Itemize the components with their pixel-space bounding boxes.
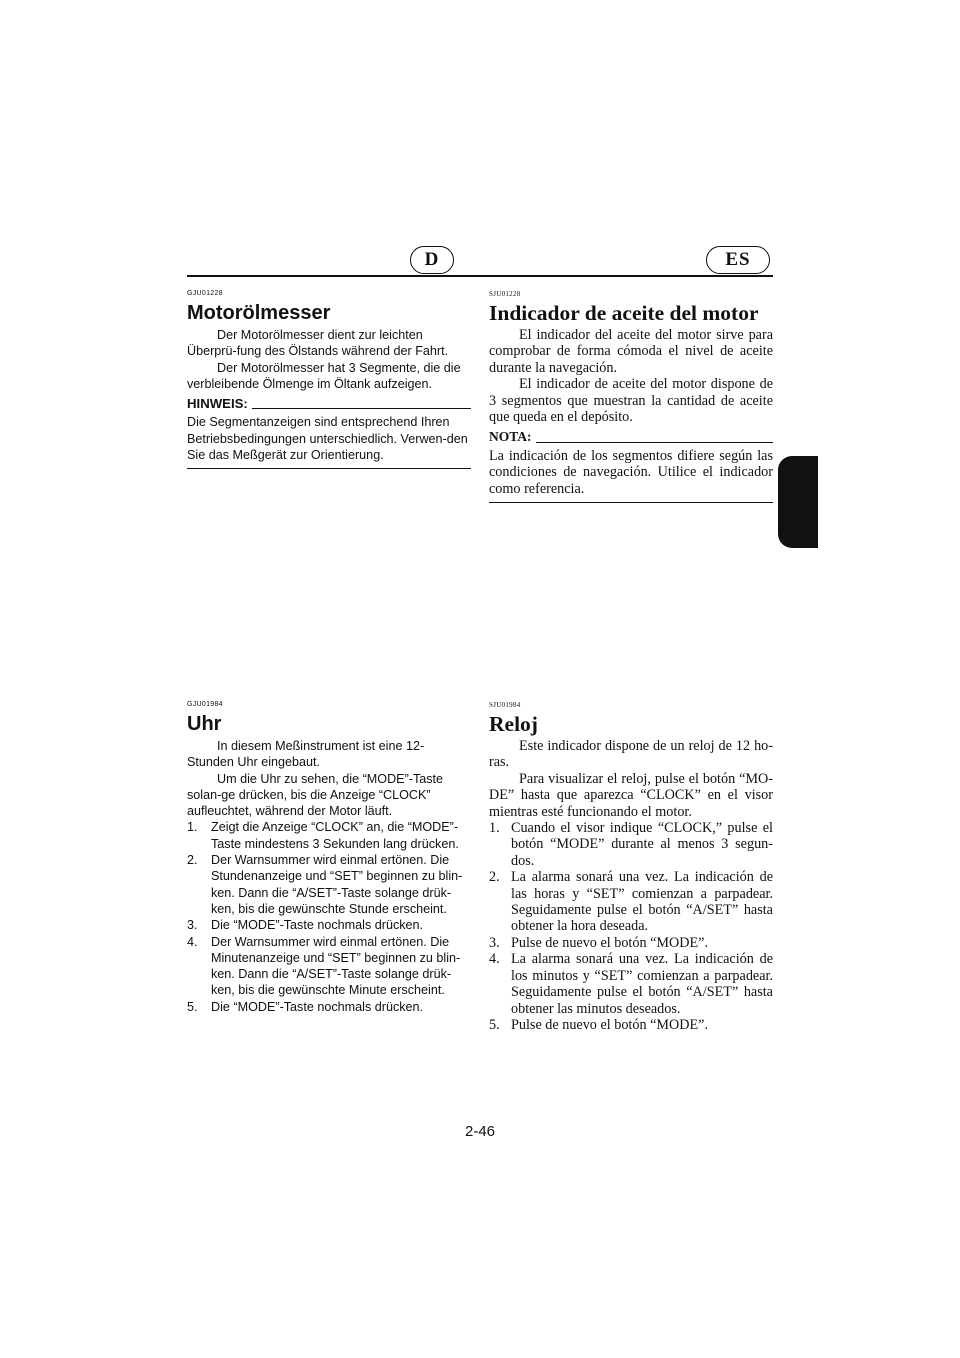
paragraph: Este indicador dispone de un reloj de 12 ho-ras. [489, 738, 773, 771]
step-text: La alarma sonará una vez. La indicación de las horas y “SET” comienzan a parpadear. Seguidamente pulse el botón “A/SET” hasta obtener la hora deseada. [511, 869, 773, 935]
step-number: 3. [489, 934, 500, 951]
section-title: Uhr [187, 713, 222, 735]
note-header [187, 396, 471, 412]
list-item [187, 819, 471, 852]
step-number: 5. [187, 999, 198, 1014]
language-header [187, 246, 773, 276]
section-de-oil-meter [187, 290, 471, 469]
step-number: 2. [489, 869, 500, 886]
paragraph: El indicador de aceite del motor dispone de 3 segmentos que muestran la cantidad de aceite que queda en el depósito. [489, 376, 773, 426]
note-header [489, 429, 773, 445]
list-item [489, 820, 773, 869]
steps-list [489, 820, 773, 1033]
list-item [489, 935, 773, 951]
step-text: Pulse de nuevo el botón “MODE”. [511, 1016, 709, 1033]
paragraph: Um die Uhr zu sehen, die “MODE”-Taste solan-ge drücken, bis die Anzeige “CLOCK” aufleuchtet, während der Motor läuft. [187, 771, 444, 819]
paragraph: Der Motorölmesser hat 3 Segmente, die die verbleibende Ölmenge im Öltank aufzeigen. [187, 360, 461, 391]
section-code: SJU01228 [489, 290, 521, 298]
section-code: SJU01984 [489, 701, 521, 709]
step-text: Die “MODE”-Taste nochmals drücken. [211, 999, 424, 1014]
list-item [187, 999, 471, 1015]
note-end-rule [489, 502, 773, 503]
section-es-oil-indicator [489, 290, 773, 503]
section-de-clock [187, 701, 471, 1015]
note-text: Die Segmentanzeigen sind entsprechend Ihren Betriebsbedingungen unterschiedlich. Verwen-den Sie das Meßgerät zur Orientierung. [187, 415, 468, 463]
language-tab-spanish: ES [706, 246, 770, 274]
step-number: 4. [489, 951, 500, 968]
list-item [187, 852, 471, 917]
language-tab-german: D [410, 246, 454, 274]
step-text: Cuando el visor indique “CLOCK,” pulse el botón “MODE” durante al menos 3 segun-dos. [511, 820, 773, 869]
list-item [187, 917, 471, 933]
note-end-rule [187, 468, 471, 469]
note-rule [536, 442, 774, 443]
step-text: Die “MODE”-Taste nochmals drücken. [211, 918, 424, 933]
note-rule [252, 408, 471, 409]
note-label: NOTA: [489, 429, 532, 445]
list-item [187, 934, 471, 999]
step-number: 3. [187, 918, 198, 933]
section-title: Motorölmesser [187, 302, 331, 324]
step-text: Zeigt die Anzeige “CLOCK” an, die “MODE”-Taste mindestens 3 Sekunden lang drücken. [211, 820, 459, 851]
step-text: Der Warnsummer wird einmal ertönen. Die Stundenanzeige und “SET” beginnen zu blin-ken. Dann die “A/SET”-Taste solange drük-ken, bis die gewünschte Stunde erscheint. [211, 853, 463, 916]
step-number: 1. [489, 820, 500, 837]
step-text: La alarma sonará una vez. La indicación de los minutos y “SET” comienzan a parpadear. Seguidamente pulse el botón “A/SET” hasta obtener las minutos deseados. [511, 951, 773, 1017]
list-item [489, 869, 773, 935]
header-rule [187, 275, 773, 277]
step-number: 4. [187, 934, 198, 949]
paragraph: Para visualizar el reloj, pulse el botón “MO-DE” hasta que aparezca “CLOCK” en el visor mientras esté funcionando el motor. [489, 770, 773, 820]
paragraph: Der Motorölmesser dient zur leichten Überprü-fung des Ölstands während der Fahrt. [187, 328, 449, 359]
note-label: HINWEIS: [187, 396, 248, 412]
section-title: Indicador de aceite del motor [489, 301, 759, 325]
paragraph: El indicador del aceite del motor sirve para comprobar de forma cómoda el nivel de aceite durante la navegación. [489, 327, 773, 376]
list-item [489, 951, 773, 1017]
step-number: 2. [187, 853, 198, 868]
note-text: La indicación de los segmentos difiere según las condiciones de navegación. Utilice el indicador como referencia. [489, 447, 773, 497]
section-code: GJU01228 [187, 290, 223, 297]
step-number: 5. [489, 1016, 500, 1033]
section-code: GJU01984 [187, 701, 223, 708]
page-number: 2-46 [464, 1123, 496, 1140]
step-number: 1. [187, 820, 198, 835]
step-text: Der Warnsummer wird einmal ertönen. Die Minutenanzeige und “SET” beginnen zu blin-ken. Dann die “A/SET”-Taste solange drük-ken, bis die gewünschte Minute erscheint. [211, 934, 461, 998]
list-item [489, 1017, 773, 1033]
chapter-thumb-tab [778, 456, 818, 548]
paragraph: In diesem Meßinstrument ist eine 12-Stunden Uhr eingebaut. [187, 739, 425, 770]
step-text: Pulse de nuevo el botón “MODE”. [511, 934, 709, 951]
section-title: Reloj [489, 712, 538, 736]
section-es-clock [489, 701, 773, 1033]
steps-list [187, 819, 471, 1015]
